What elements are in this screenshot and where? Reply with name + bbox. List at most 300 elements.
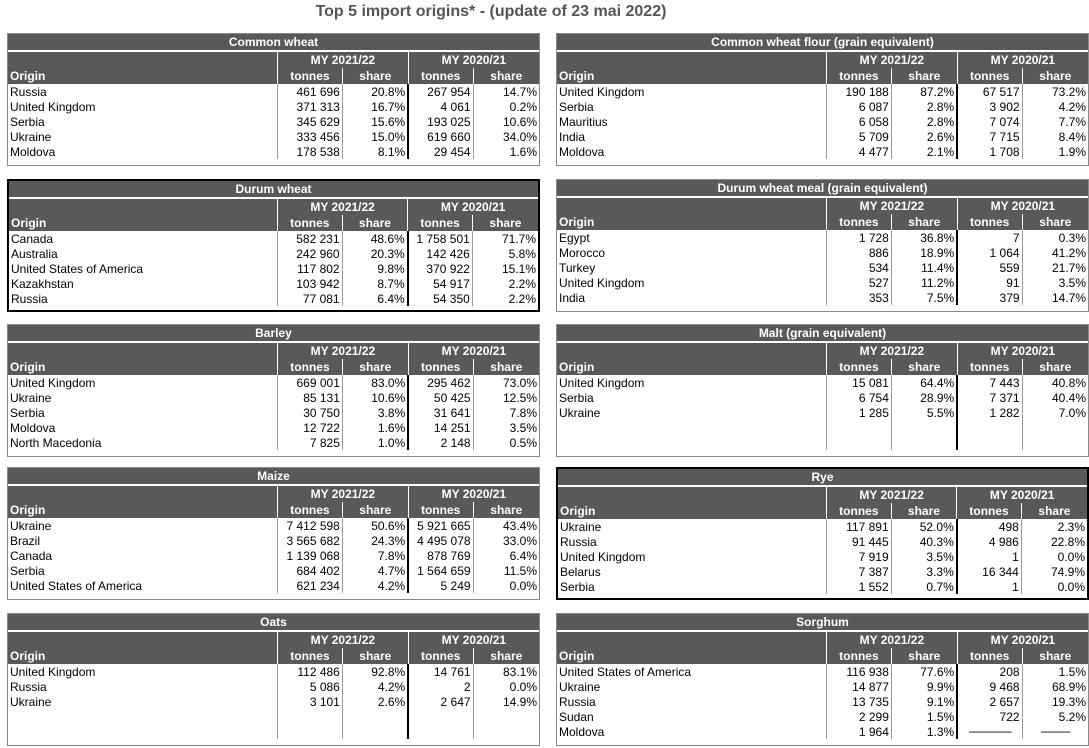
- share-2020-21-cell: 34.0%: [473, 129, 539, 144]
- share-2021-22-cell: 2.6%: [342, 694, 408, 709]
- tonnes-2020-21-cell: 498: [957, 519, 1022, 534]
- table-row: [558, 564, 1087, 579]
- share-2020-21-cell: -----------: [1022, 724, 1088, 739]
- origin-header: Origin: [557, 68, 827, 84]
- table-title-row: [8, 34, 539, 51]
- tonnes-header: tonnes: [827, 214, 892, 230]
- blank-header-cell: [8, 631, 278, 648]
- table-row: [8, 548, 539, 563]
- origin-cell: United Kingdom: [10, 99, 96, 114]
- tonnes-2021-22-cell: 1 552: [827, 579, 892, 594]
- origin-cell: Canada: [11, 231, 54, 246]
- share-header: share: [342, 359, 408, 375]
- share-2021-22-cell: 9.8%: [342, 261, 408, 276]
- origin-cell: North Macedonia: [10, 435, 102, 450]
- panel-durum-wheat-meal-grain-equivalent: [556, 179, 1089, 312]
- table-row: [8, 114, 539, 129]
- share-2021-22-cell: 9.1%: [891, 694, 957, 709]
- share-2021-22-cell: 52.0%: [891, 519, 957, 534]
- origin-cell: India: [559, 129, 586, 144]
- share-2020-21-cell: 41.2%: [1022, 245, 1088, 260]
- share-2020-21-cell: 22.8%: [1021, 534, 1087, 549]
- table-row: [8, 375, 539, 390]
- origin-cell: Russia: [559, 694, 596, 709]
- origin-header: Origin: [8, 68, 278, 84]
- origin-cell: Russia: [11, 291, 48, 306]
- share-2020-21-cell: 73.2%: [1022, 84, 1088, 99]
- share-2021-22-cell: 4.2%: [342, 679, 408, 694]
- tonnes-2021-22-cell: 1 139 068: [278, 548, 343, 563]
- product-title: Maize: [8, 468, 539, 485]
- origin-cell: Serbia: [560, 579, 595, 594]
- import-table: [9, 181, 538, 306]
- share-2020-21-cell: 0.0%: [473, 679, 539, 694]
- tonnes-header: tonnes: [957, 68, 1022, 84]
- origin-cell: Canada: [10, 548, 53, 563]
- origin-cell: Brazil: [10, 533, 41, 548]
- tonnes-2020-21-cell: 1 064: [957, 245, 1022, 260]
- share-2021-22-cell: 1.3%: [891, 724, 957, 739]
- import-table: [558, 469, 1087, 594]
- origin-cell: Egypt: [559, 230, 590, 245]
- share-header: share: [342, 648, 408, 664]
- origin-cell: [8, 724, 278, 739]
- table-row: [8, 405, 539, 420]
- share-2021-22-cell: 5.5%: [891, 405, 957, 420]
- tonnes-2021-22-cell: 1 728: [827, 230, 892, 245]
- origin-cell: Morocco: [559, 245, 606, 260]
- table-row: [8, 724, 539, 739]
- table-row: [9, 246, 538, 261]
- table-row: [558, 534, 1087, 549]
- tonnes-2020-21-cell: 7: [957, 230, 1022, 245]
- origin-cell: [557, 435, 827, 450]
- origin-header: Origin: [557, 648, 827, 664]
- share-2020-21-cell: 1.9%: [1022, 144, 1088, 159]
- origin-cell: Ukraine: [10, 518, 52, 533]
- origin-cell: Russia: [560, 534, 597, 549]
- blank-header-cell: [557, 51, 827, 68]
- share-header: share: [473, 359, 539, 375]
- panel-durum-wheat: [7, 179, 540, 312]
- tonnes-2020-21-cell: 1 708: [957, 144, 1022, 159]
- tonnes-2020-21-cell: 722: [957, 709, 1022, 724]
- tonnes-header: tonnes: [957, 648, 1022, 664]
- tonnes-2021-22-cell: 527: [827, 275, 892, 290]
- tonnes-header: tonnes: [278, 648, 343, 664]
- my-2021-22-header: MY 2021/22: [827, 631, 958, 648]
- tonnes-2021-22-cell: 85 131: [278, 390, 343, 405]
- table-row: [557, 664, 1088, 679]
- import-table: [557, 614, 1088, 739]
- product-title: Durum wheat: [9, 181, 538, 198]
- table-row: [557, 709, 1088, 724]
- tonnes-2020-21-cell: 7 715: [957, 129, 1022, 144]
- tonnes-2021-22-cell: 7 919: [827, 549, 892, 564]
- share-header: share: [472, 215, 538, 231]
- share-2020-21-cell: 0.0%: [1021, 549, 1087, 564]
- product-title: Oats: [8, 614, 539, 631]
- tonnes-2021-22-cell: 3 565 682: [278, 533, 343, 548]
- tonnes-2021-22-cell: 30 750: [278, 405, 343, 420]
- share-2021-22-cell: 36.8%: [891, 230, 957, 245]
- tonnes-2020-21-cell: [408, 724, 473, 739]
- tonnes-2020-21-cell: 2 657: [957, 694, 1022, 709]
- table-row: [8, 435, 539, 450]
- tonnes-2020-21-cell: 2 148: [408, 435, 473, 450]
- my-2021-22-header: MY 2021/22: [278, 631, 409, 648]
- share-2020-21-cell: 0.0%: [473, 578, 539, 593]
- origin-cell: Moldova: [559, 144, 605, 159]
- tonnes-2021-22-cell: 621 234: [278, 578, 343, 593]
- tonnes-2020-21-cell: 54 917: [408, 276, 473, 291]
- tonnes-2020-21-cell: 5 921 665: [408, 518, 473, 533]
- tonnes-2020-21-cell: 4 986: [957, 534, 1022, 549]
- share-2021-22-cell: 16.7%: [342, 99, 408, 114]
- share-2021-22-cell: 77.6%: [891, 664, 957, 679]
- share-2020-21-cell: 14.7%: [473, 84, 539, 99]
- share-2021-22-cell: 8.7%: [342, 276, 408, 291]
- share-header: share: [891, 648, 957, 664]
- tonnes-2020-21-cell: [408, 709, 473, 724]
- origin-cell: Ukraine: [559, 405, 601, 420]
- share-2021-22-cell: 3.5%: [891, 549, 957, 564]
- import-table: [557, 325, 1088, 450]
- share-2020-21-cell: 19.3%: [1022, 694, 1088, 709]
- share-2021-22-cell: [891, 435, 957, 450]
- blank-header-cell: [557, 342, 827, 359]
- share-header: share: [1021, 503, 1087, 519]
- column-header-row: [8, 359, 539, 375]
- product-title: Sorghum: [557, 614, 1088, 631]
- share-2021-22-cell: 1.0%: [342, 435, 408, 450]
- panel-maize: [7, 467, 540, 600]
- tonnes-2020-21-cell: 29 454: [408, 144, 473, 159]
- column-header-row: [8, 68, 539, 84]
- share-2020-21-cell: 7.7%: [1022, 114, 1088, 129]
- table-row: [557, 260, 1088, 275]
- tonnes-2020-21-cell: 5 249: [408, 578, 473, 593]
- table-row: [558, 519, 1087, 534]
- column-header-row: [8, 502, 539, 518]
- product-title: Barley: [8, 325, 539, 342]
- share-2021-22-cell: 4.7%: [342, 563, 408, 578]
- table-row: [558, 579, 1087, 594]
- origin-cell: [8, 709, 278, 724]
- tonnes-2021-22-cell: 5 086: [278, 679, 343, 694]
- share-header: share: [891, 214, 957, 230]
- marketing-year-row: [8, 51, 539, 68]
- tonnes-2020-21-cell: 878 769: [408, 548, 473, 563]
- table-row: [557, 114, 1088, 129]
- tonnes-2021-22-cell: 13 735: [827, 694, 892, 709]
- panel-rye: [556, 467, 1089, 600]
- share-2020-21-cell: 8.4%: [1022, 129, 1088, 144]
- tonnes-2021-22-cell: 15 081: [827, 375, 892, 390]
- origin-cell: United Kingdom: [10, 664, 96, 679]
- share-2021-22-cell: 11.4%: [891, 260, 957, 275]
- my-2020-21-header: MY 2020/21: [408, 51, 539, 68]
- tonnes-2020-21-cell: 14 761: [408, 664, 473, 679]
- column-header-row: [557, 359, 1088, 375]
- tonnes-2021-22-cell: 117 891: [827, 519, 892, 534]
- share-2020-21-cell: 2.3%: [1021, 519, 1087, 534]
- column-header-row: [9, 215, 538, 231]
- tonnes-2020-21-cell: [957, 435, 1022, 450]
- tonnes-2020-21-cell: 2 647: [408, 694, 473, 709]
- table-row: [557, 84, 1088, 99]
- tonnes-2021-22-cell: 116 938: [827, 664, 892, 679]
- table-row: [8, 679, 539, 694]
- my-2021-22-header: MY 2021/22: [278, 51, 409, 68]
- share-2020-21-cell: [1022, 420, 1088, 435]
- tonnes-2021-22-cell: 12 722: [278, 420, 343, 435]
- tonnes-header: tonnes: [278, 68, 343, 84]
- table-title-row: [9, 181, 538, 198]
- share-2021-22-cell: 2.8%: [891, 99, 957, 114]
- share-2021-22-cell: 9.9%: [891, 679, 957, 694]
- my-2020-21-header: MY 2020/21: [408, 485, 539, 502]
- tonnes-2021-22-cell: [827, 435, 892, 450]
- origin-cell: Russia: [10, 679, 47, 694]
- tonnes-2021-22-cell: 6 058: [827, 114, 892, 129]
- tonnes-2020-21-cell: 295 462: [408, 375, 473, 390]
- share-2020-21-cell: 4.2%: [1022, 99, 1088, 114]
- share-2021-22-cell: 3.8%: [342, 405, 408, 420]
- marketing-year-row: [8, 631, 539, 648]
- tonnes-2020-21-cell: ----------------: [957, 724, 1022, 739]
- table-row: [557, 99, 1088, 114]
- table-row: [8, 129, 539, 144]
- tonnes-2021-22-cell: 333 456: [278, 129, 343, 144]
- share-2020-21-cell: 5.8%: [472, 246, 538, 261]
- share-2021-22-cell: 64.4%: [891, 375, 957, 390]
- share-2021-22-cell: 10.6%: [342, 390, 408, 405]
- share-2020-21-cell: 1.5%: [1022, 664, 1088, 679]
- origin-cell: Ukraine: [10, 390, 52, 405]
- tonnes-2020-21-cell: 1 282: [957, 405, 1022, 420]
- tonnes-2020-21-cell: 31 641: [408, 405, 473, 420]
- table-row: [557, 390, 1088, 405]
- table-title-row: [8, 325, 539, 342]
- origin-cell: Serbia: [559, 390, 594, 405]
- my-2020-21-header: MY 2020/21: [957, 342, 1088, 359]
- table-row: [558, 549, 1087, 564]
- blank-header-cell: [557, 197, 827, 214]
- tonnes-2021-22-cell: 7 412 598: [278, 518, 343, 533]
- panel-oats: [7, 613, 540, 746]
- my-2021-22-header: MY 2021/22: [827, 342, 958, 359]
- tonnes-2021-22-cell: [827, 420, 892, 435]
- table-row: [557, 420, 1088, 435]
- table-row: [8, 709, 539, 724]
- panel-common-wheat: [7, 33, 540, 166]
- table-row: [557, 129, 1088, 144]
- table-row: [8, 390, 539, 405]
- share-2021-22-cell: 87.2%: [891, 84, 957, 99]
- share-2020-21-cell: 33.0%: [473, 533, 539, 548]
- column-header-row: [557, 648, 1088, 664]
- share-2020-21-cell: 12.5%: [473, 390, 539, 405]
- table-row: [557, 435, 1088, 450]
- origin-cell: Belarus: [560, 564, 601, 579]
- share-2021-22-cell: 15.6%: [342, 114, 408, 129]
- origin-cell: Turkey: [559, 260, 596, 275]
- column-header-row: [8, 648, 539, 664]
- tonnes-2021-22-cell: 1 964: [827, 724, 892, 739]
- share-2020-21-cell: 74.9%: [1021, 564, 1087, 579]
- tonnes-2021-22-cell: 190 188: [827, 84, 892, 99]
- my-2021-22-header: MY 2021/22: [827, 51, 958, 68]
- share-2021-22-cell: 1.5%: [891, 709, 957, 724]
- column-header-row: [558, 503, 1087, 519]
- share-2020-21-cell: 14.9%: [473, 694, 539, 709]
- table-row: [8, 533, 539, 548]
- share-2021-22-cell: 2.1%: [891, 144, 957, 159]
- my-2021-22-header: MY 2021/22: [278, 198, 408, 215]
- origin-cell: United Kingdom: [559, 84, 645, 99]
- page-title: Top 5 import origins* - (update of 23 mai 2022): [315, 3, 667, 20]
- tonnes-2020-21-cell: 91: [957, 275, 1022, 290]
- share-header: share: [1022, 214, 1088, 230]
- marketing-year-row: [557, 342, 1088, 359]
- marketing-year-row: [8, 342, 539, 359]
- my-2021-22-header: MY 2021/22: [827, 197, 958, 214]
- share-2021-22-cell: 7.5%: [891, 290, 957, 305]
- tonnes-header: tonnes: [827, 648, 892, 664]
- origin-cell: Serbia: [10, 114, 45, 129]
- tonnes-2021-22-cell: 91 445: [827, 534, 892, 549]
- column-header-row: [557, 214, 1088, 230]
- share-2020-21-cell: 6.4%: [473, 548, 539, 563]
- tonnes-2020-21-cell: 50 425: [408, 390, 473, 405]
- tonnes-2021-22-cell: 4 477: [827, 144, 892, 159]
- product-title: Common wheat: [8, 34, 539, 51]
- share-2020-21-cell: 21.7%: [1022, 260, 1088, 275]
- share-2021-22-cell: 15.0%: [342, 129, 408, 144]
- import-table: [557, 180, 1088, 305]
- share-2020-21-cell: 2.2%: [472, 291, 538, 306]
- table-title-row: [557, 614, 1088, 631]
- share-2020-21-cell: 2.2%: [472, 276, 538, 291]
- share-2021-22-cell: 1.6%: [342, 420, 408, 435]
- tonnes-header: tonnes: [827, 359, 892, 375]
- import-table: [8, 325, 539, 450]
- my-2020-21-header: MY 2020/21: [957, 197, 1088, 214]
- table-row: [557, 679, 1088, 694]
- share-2020-21-cell: 0.5%: [473, 435, 539, 450]
- share-header: share: [1022, 648, 1088, 664]
- blank-header-cell: [8, 51, 278, 68]
- share-2021-22-cell: 3.3%: [891, 564, 957, 579]
- blank-header-cell: [9, 198, 278, 215]
- panel-common-wheat-flour-grain-equivalent: [556, 33, 1089, 166]
- table-row: [8, 563, 539, 578]
- table-row: [557, 405, 1088, 420]
- tonnes-2020-21-cell: 67 517: [957, 84, 1022, 99]
- column-header-row: [557, 68, 1088, 84]
- product-title: Rye: [558, 469, 1087, 486]
- my-2020-21-header: MY 2020/21: [957, 51, 1088, 68]
- origin-cell: Serbia: [10, 563, 45, 578]
- share-2020-21-cell: 5.2%: [1022, 709, 1088, 724]
- table-row: [8, 664, 539, 679]
- tonnes-2020-21-cell: 16 344: [957, 564, 1022, 579]
- product-title: Durum wheat meal (grain equivalent): [557, 180, 1088, 197]
- tonnes-header: tonnes: [827, 503, 892, 519]
- tonnes-2020-21-cell: 9 468: [957, 679, 1022, 694]
- my-2020-21-header: MY 2020/21: [408, 198, 538, 215]
- tonnes-2020-21-cell: 7 371: [957, 390, 1022, 405]
- marketing-year-row: [557, 197, 1088, 214]
- my-2021-22-header: MY 2021/22: [278, 342, 409, 359]
- tonnes-2020-21-cell: 7 443: [957, 375, 1022, 390]
- panel-sorghum: [556, 613, 1089, 746]
- tonnes-2021-22-cell: 103 942: [278, 276, 343, 291]
- tonnes-2021-22-cell: 684 402: [278, 563, 343, 578]
- tonnes-2021-22-cell: 669 001: [278, 375, 343, 390]
- share-2020-21-cell: [473, 724, 539, 739]
- tonnes-2020-21-cell: 3 902: [957, 99, 1022, 114]
- origin-header: Origin: [9, 215, 278, 231]
- table-row: [8, 144, 539, 159]
- share-2021-22-cell: 18.9%: [891, 245, 957, 260]
- origin-header: Origin: [557, 214, 827, 230]
- tonnes-2020-21-cell: 14 251: [408, 420, 473, 435]
- tonnes-header: tonnes: [957, 503, 1022, 519]
- tonnes-2020-21-cell: 1 758 501: [408, 231, 473, 246]
- table-row: [557, 724, 1088, 739]
- tonnes-2021-22-cell: 77 081: [278, 291, 343, 306]
- share-2020-21-cell: [1022, 435, 1088, 450]
- tonnes-header: tonnes: [408, 648, 473, 664]
- table-title-row: [8, 614, 539, 631]
- product-title: Malt (grain equivalent): [557, 325, 1088, 342]
- table-row: [8, 578, 539, 593]
- share-2020-21-cell: 11.5%: [473, 563, 539, 578]
- origin-header: Origin: [8, 359, 278, 375]
- tonnes-2020-21-cell: 4 495 078: [408, 533, 473, 548]
- tonnes-header: tonnes: [278, 359, 343, 375]
- origin-cell: Ukraine: [560, 519, 602, 534]
- tonnes-2020-21-cell: 7 074: [957, 114, 1022, 129]
- share-2020-21-cell: 71.7%: [472, 231, 538, 246]
- share-2021-22-cell: 92.8%: [342, 664, 408, 679]
- blank-header-cell: [8, 342, 278, 359]
- share-2020-21-cell: 7.0%: [1022, 405, 1088, 420]
- origin-cell: Kazakhstan: [11, 276, 74, 291]
- origin-cell: Moldova: [559, 724, 605, 739]
- table-row: [8, 420, 539, 435]
- tonnes-2021-22-cell: 117 802: [278, 261, 343, 276]
- tonnes-2020-21-cell: 193 025: [408, 114, 473, 129]
- origin-cell: United Kingdom: [10, 375, 96, 390]
- tonnes-2021-22-cell: 2 299: [827, 709, 892, 724]
- origin-cell: Sudan: [559, 709, 594, 724]
- tonnes-2020-21-cell: 379: [957, 290, 1022, 305]
- origin-cell: United Kingdom: [559, 375, 645, 390]
- table-row: [8, 694, 539, 709]
- tonnes-2021-22-cell: 353: [827, 290, 892, 305]
- tonnes-2021-22-cell: 7 387: [827, 564, 892, 579]
- share-header: share: [1022, 359, 1088, 375]
- import-table: [8, 468, 539, 593]
- share-2021-22-cell: 20.8%: [342, 84, 408, 99]
- share-header: share: [891, 503, 957, 519]
- table-title-row: [8, 468, 539, 485]
- my-2021-22-header: MY 2021/22: [278, 485, 409, 502]
- import-table: [557, 34, 1088, 159]
